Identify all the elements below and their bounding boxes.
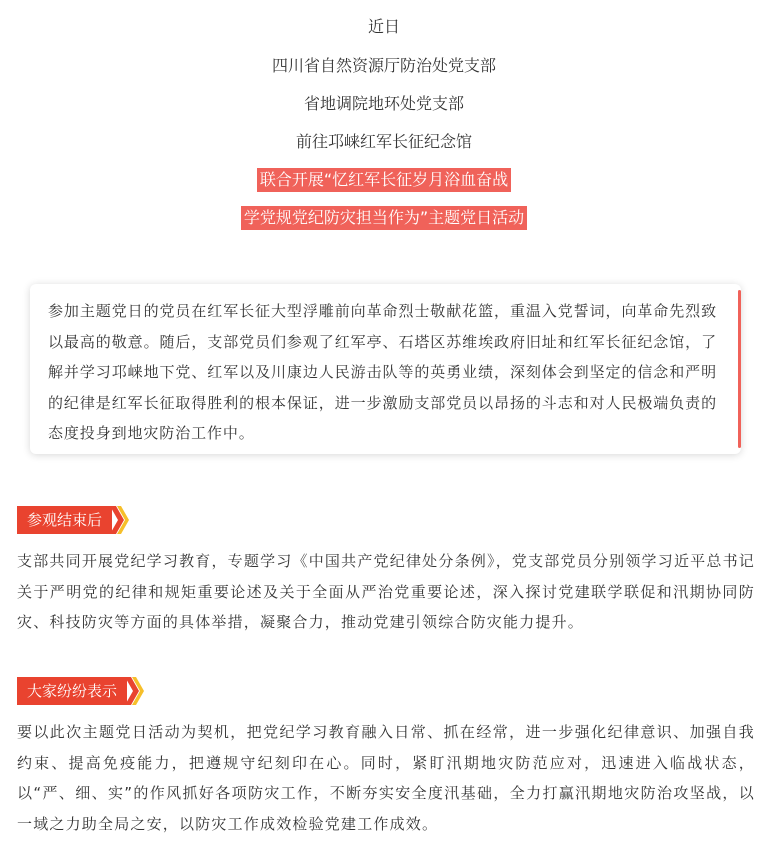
intro-highlight-2-row — [0, 206, 768, 230]
activity-summary-card — [30, 284, 741, 454]
double-chevron-right-icon — [110, 506, 130, 534]
activity-summary-text: 参加主题党日的党员在红军长征大型浮雕前向革命烈士敬献花篮，重温入党誓词，向革命先烈致以最高的敬意。随后，支部党员们参观了红军亭、石塔区苏维埃政府旧址和红军长征纪念馆，了解并学习邛崃地下党、红军以及川康边人民游击队等的英勇业绩，深刻体会到坚定的信念和严明的纪律是红军长征取得胜利的根本保证，进一步激励支部党员以昂扬的斗志和对人民极端负责的态度投身到地灾防治工作中。 — [48, 302, 717, 442]
section-tag-after-visit — [17, 505, 130, 535]
intro-highlight-2: 学党规党纪防灾担当作为”主题党日活动 — [241, 206, 527, 230]
section-text-everyone-said: 要以此次主题党日活动为契机，把党纪学习教育融入日常、抓在经常，进一步强化纪律意识、加强自我约束、提高免疫能力，把遵规守纪刻印在心。同时，紧盯汛期地灾防范应对，迅速进入临战状态，以“严、细、实”的作风抓好各项防灾工作，不断夯实安全度汛基础，全力打赢汛期地灾防治攻坚战，以一域之力助全局之安，以防灾工作成效检验党建工作成效。 — [17, 723, 755, 833]
intro-highlight-1-row — [0, 168, 768, 192]
intro-line-date: 近日 — [367, 17, 400, 36]
intro-line-org1: 四川省自然资源厅防治处党支部 — [271, 56, 496, 75]
section-tag-label: 参观结束后 — [17, 506, 112, 534]
section-tag-label: 大家纷纷表示 — [17, 677, 127, 705]
intro-line-org2: 省地调院地环处党支部 — [303, 94, 464, 113]
double-chevron-right-icon — [125, 677, 145, 705]
intro-line-destination: 前往邛崃红军长征纪念馆 — [295, 132, 472, 151]
intro-highlight-1: 联合开展“忆红军长征岁月浴血奋战 — [257, 168, 511, 192]
section-tag-everyone-said — [17, 676, 145, 706]
section-text-after-visit: 支部共同开展党纪学习教育，专题学习《中国共产党纪律处分条例》，党支部党员分别领学习近平总书记关于严明党的纪律和规矩重要论述及关于全面从严治党重要论述，深入探讨党建联学联促和汛期协同防灾、科技防灾等方面的具体举措，凝聚合力，推动党建引领综合防灾能力提升。 — [17, 552, 755, 631]
